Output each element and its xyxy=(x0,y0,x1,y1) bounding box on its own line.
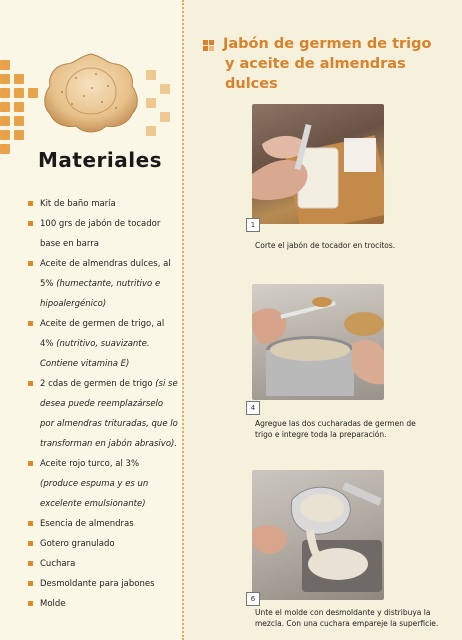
materials-list-item xyxy=(28,554,178,574)
step-4-number: 4 xyxy=(246,401,260,415)
materials-column xyxy=(0,0,182,640)
step-4-photo xyxy=(252,284,384,400)
materials-item-text: Cuchara xyxy=(40,559,76,569)
materials-item-text: 2 cdas de germen de trigo xyxy=(40,379,153,389)
mold-illustration xyxy=(252,470,384,600)
materials-item-text: Aceite de germen de trigo, al 4% xyxy=(40,319,165,349)
materials-list-item xyxy=(28,194,178,214)
materials-item-text: Desmoldante para jabones xyxy=(40,579,155,589)
materials-item-text: Molde xyxy=(40,599,66,609)
bullet-icon xyxy=(28,521,33,526)
recipe-title xyxy=(205,34,455,94)
materials-heading: Materiales xyxy=(38,148,163,172)
materials-item-note: (produce espuma y es un excelente emulsionante) xyxy=(40,479,149,509)
bullet-icon xyxy=(28,581,33,586)
bullet-icon xyxy=(28,261,33,266)
materials-item-text: Aceite rojo turco, al 3% xyxy=(40,459,140,469)
bullet-icon xyxy=(28,381,33,386)
step-1-photo xyxy=(252,104,384,224)
materials-list-item xyxy=(28,594,178,614)
materials-list-item xyxy=(28,214,178,254)
bullet-icon xyxy=(28,601,33,606)
column-divider xyxy=(182,0,184,640)
bullet-icon xyxy=(28,201,33,206)
materials-list-item xyxy=(28,454,178,514)
title-marker-icon xyxy=(203,40,219,50)
bullet-icon xyxy=(28,321,33,326)
bullet-icon xyxy=(28,561,33,566)
step-6-number: 6 xyxy=(246,592,260,606)
materials-list-item xyxy=(28,514,178,534)
bullet-icon xyxy=(28,461,33,466)
materials-list-item xyxy=(28,374,178,454)
title-line-2: y aceite de almendras dulces xyxy=(225,56,406,92)
materials-list-item xyxy=(28,534,178,554)
materials-list-item xyxy=(28,314,178,374)
materials-item-text: Aceite de almendras dulces, al 5% xyxy=(40,259,171,289)
title-line-1: Jabón de germen de trigo xyxy=(223,36,432,52)
step-6-caption: Unte el molde con desmoldante y distribuya la mezcla. Con una cuchara empareje la superficie. xyxy=(255,608,439,628)
step-6-photo xyxy=(252,470,384,600)
materials-item-note: (humectante, nutritivo e hipoalergénico) xyxy=(40,279,161,309)
step-4-caption: Agregue las dos cucharadas de germen de trigo e integre toda la preparación. xyxy=(255,419,416,439)
materials-list xyxy=(28,194,178,614)
soap-image xyxy=(36,48,146,138)
materials-item-text: 100 grs de jabón de tocador base en barra xyxy=(40,219,161,249)
bullet-icon xyxy=(28,541,33,546)
materials-list-item xyxy=(28,254,178,314)
materials-item-text: Gotero granulado xyxy=(40,539,115,549)
step-1-number: 1 xyxy=(246,218,260,232)
materials-list-item xyxy=(28,574,178,594)
materials-item-note: (si se desea puede reemplazárselo por almendras trituradas, que lo transforman en jabón abrasivo). xyxy=(40,379,178,449)
cutting-board-illustration xyxy=(252,104,384,224)
materials-item-note: (nutritivo, suavizante. Contiene vitamina E) xyxy=(40,339,150,369)
step-1-caption: Corte el jabón de tocador en trocitos. xyxy=(255,241,396,250)
pot-illustration xyxy=(252,284,384,400)
materials-item-text: Kit de baño maría xyxy=(40,199,116,209)
bullet-icon xyxy=(28,221,33,226)
materials-item-text: Esencia de almendras xyxy=(40,519,134,529)
